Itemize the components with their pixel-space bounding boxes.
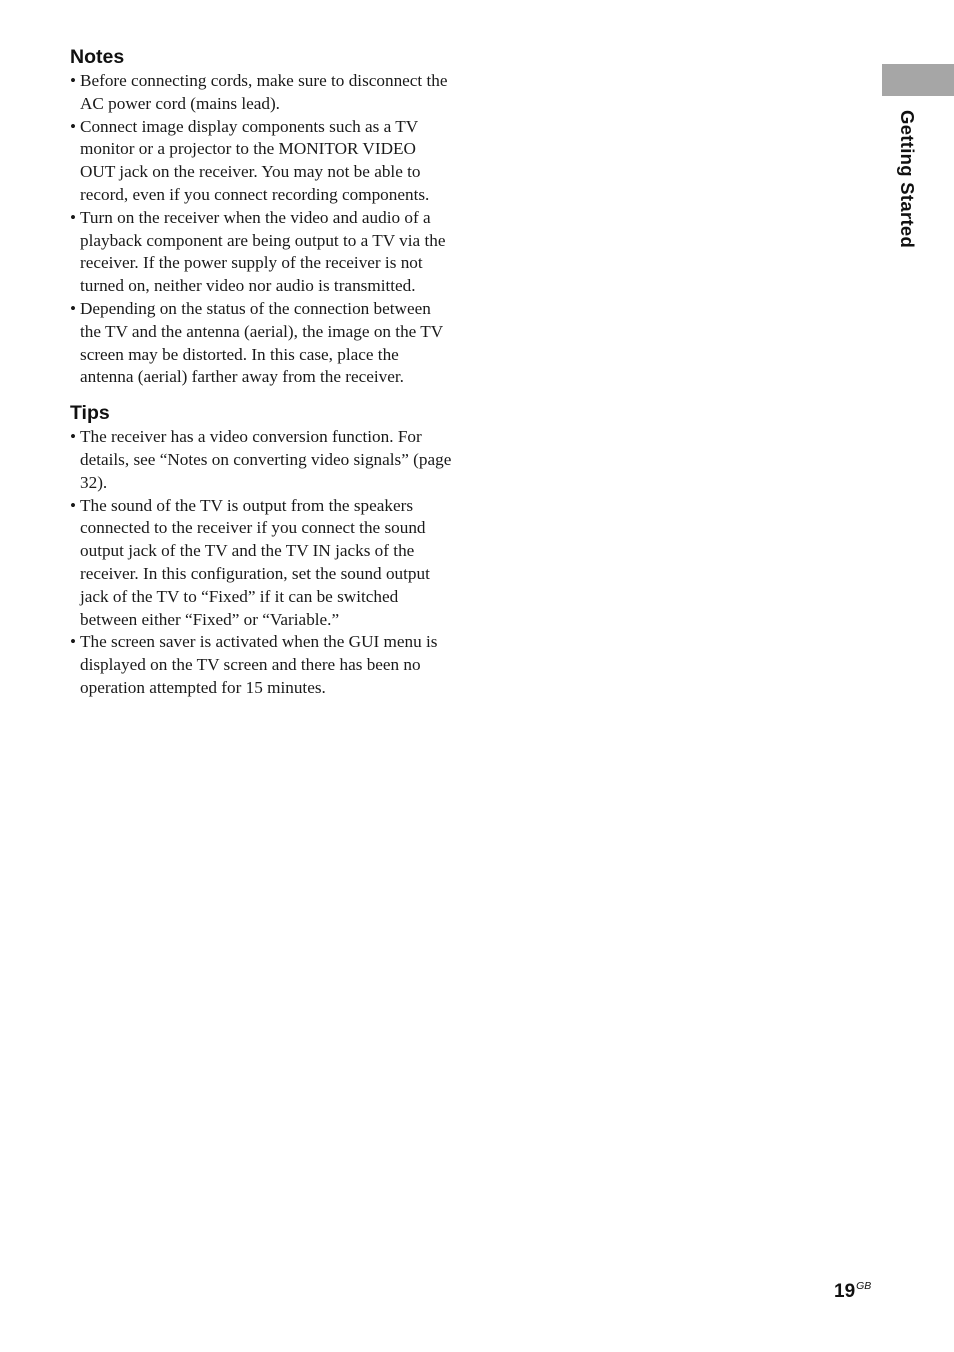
list-item xyxy=(70,298,452,389)
main-column xyxy=(70,44,452,700)
bullet-icon: • xyxy=(70,495,77,515)
tips-list xyxy=(70,426,452,700)
bullet-icon: • xyxy=(70,427,77,447)
notes-heading: Notes xyxy=(70,46,125,68)
list-item xyxy=(70,495,452,632)
bullet-icon: • xyxy=(70,71,77,90)
section-label: Getting Started xyxy=(897,110,918,249)
page-number-suffix: GB xyxy=(856,1280,872,1292)
list-item xyxy=(70,426,452,494)
tip-text: The receiver has a video conversion function. For details, see “Notes on converting video signals” (page 32). xyxy=(80,427,452,492)
notes-list xyxy=(70,70,452,389)
tips-heading: Tips xyxy=(70,402,110,425)
list-item xyxy=(70,207,452,298)
list-item xyxy=(70,631,452,699)
tip-text: The sound of the TV is output from the speakers connected to the receiver if you connect the sound output jack of the TV and the TV IN jacks of the receiver. In this configuration, set the sound output jack of the TV to “Fixed” if it can be switched between either “Fixed” or “Variable.” xyxy=(80,495,430,629)
bullet-icon: • xyxy=(70,207,77,227)
note-text: Connect image display components such as a TV monitor or a projector to the MONITOR VIDEO OUT jack on the receiver. You may not be able to record, even if you connect recording components. xyxy=(80,116,430,204)
section-tab-marker xyxy=(882,64,954,96)
note-text: Before connecting cords, make sure to disconnect the AC power cord (mains lead). xyxy=(80,71,448,113)
note-text: Depending on the status of the connection between the TV and the antenna (aerial), the image on the TV screen may be distorted. In this case, place the antenna (aerial) farther away from the receiver. xyxy=(80,298,443,387)
bullet-icon: • xyxy=(70,116,77,136)
list-item xyxy=(70,70,452,116)
bullet-icon: • xyxy=(70,632,77,652)
tip-text: The screen saver is activated when the GUI menu is displayed on the TV screen and there has been no operation attempted for 15 minutes. xyxy=(80,632,438,697)
page-number-value: 19 xyxy=(834,1281,856,1302)
note-text: Turn on the receiver when the video and audio of a playback component are being output to a TV via the receiver. If the power supply of the receiver is not turned on, neither video nor audio is transmitted. xyxy=(80,207,446,296)
page-number xyxy=(834,1280,871,1303)
list-item xyxy=(70,116,452,207)
bullet-icon: • xyxy=(70,298,77,318)
